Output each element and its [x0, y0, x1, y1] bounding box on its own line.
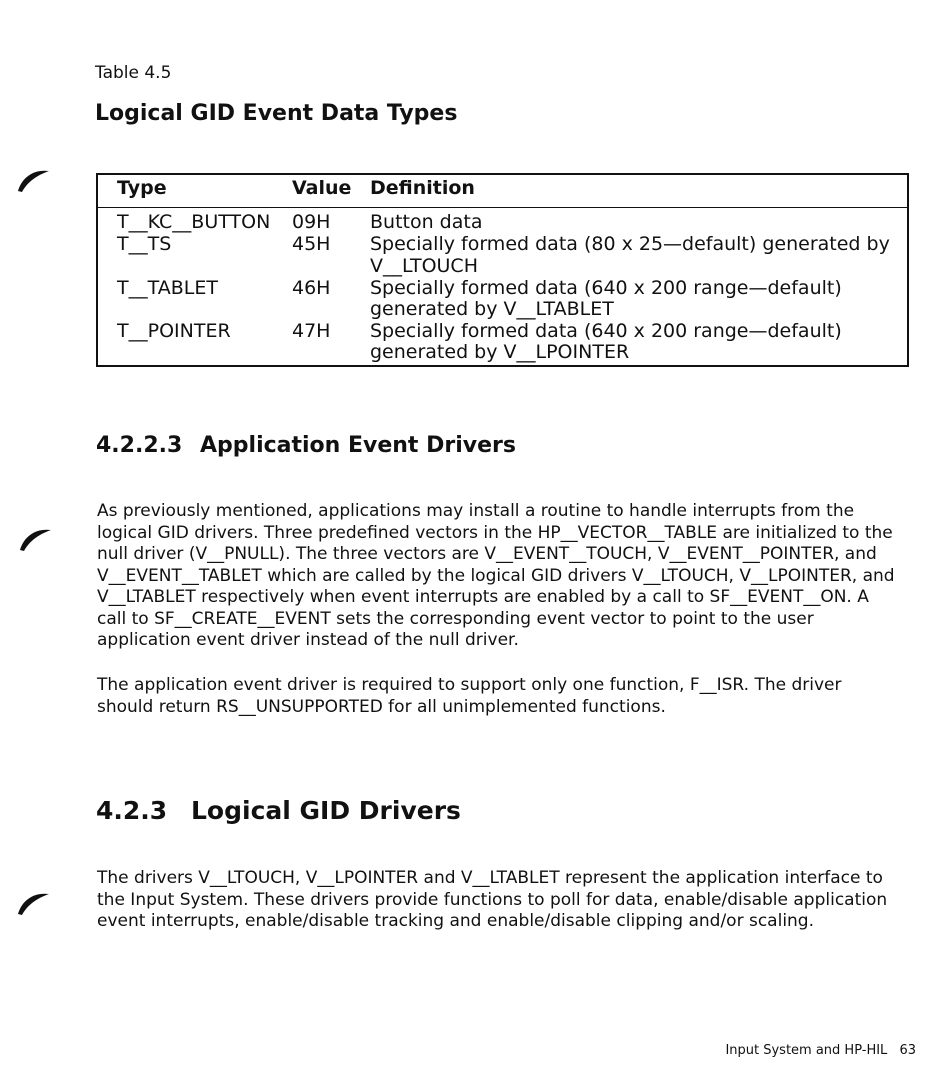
row-value: 45H: [292, 233, 331, 255]
table-label: Table 4.5: [95, 63, 172, 83]
row-value: 46H: [292, 277, 331, 299]
paragraph: The application event driver is required to support only one function, F__ISR. The driver should return RS__UNSUPPORTED for all unimplemented functions.: [97, 675, 842, 717]
page-number: 63: [899, 1043, 916, 1058]
header-value: Value: [292, 177, 352, 199]
row-definition-cont: V__LTOUCH: [370, 255, 478, 277]
margin-mark-icon: [18, 522, 52, 552]
section-title: Application Event Drivers: [200, 433, 516, 458]
section-number: 4.2.2.3: [96, 433, 183, 458]
header-definition: Definition: [370, 177, 475, 199]
margin-mark-icon: [16, 886, 50, 916]
row-type: T__KC__BUTTON: [117, 211, 271, 233]
row-definition-cont: generated by V__LPOINTER: [370, 341, 630, 363]
section-title: Logical GID Drivers: [191, 796, 461, 825]
paragraph: The drivers V__LTOUCH, V__LPOINTER and V__LTABLET represent the application interface to the Input System. These drivers provide functions to poll for data, enable/disable application event interrupts, enable/disable tracking and enable/disable clipping and/or scaling.: [97, 868, 888, 931]
page-footer: [725, 1043, 916, 1058]
row-type: T__TS: [117, 233, 172, 255]
row-definition: Specially formed data (80 x 25—default) generated by: [370, 233, 890, 255]
row-type: T__POINTER: [117, 320, 231, 342]
section-number: 4.2.3: [96, 796, 168, 825]
row-definition: Specially formed data (640 x 200 range—default): [370, 320, 842, 342]
footer-text: Input System and HP-HIL: [725, 1043, 888, 1058]
table-title: Logical GID Event Data Types: [95, 101, 458, 126]
margin-mark-icon: [16, 163, 50, 193]
paragraph: As previously mentioned, applications may install a routine to handle interrupts from the logical GID drivers. Three predefined vectors in the HP__VECTOR__TABLE are initialized to the null driver (V__PNULL). The three vectors are V__EVENT__TOUCH, V__EVENT__POINTER, and V__EVENT__TABLET which are called by the logical GID drivers V__LTOUCH, V__LPOINTER, and V__LTABLET respectively when event interrupts are enabled by a call to SF__EVENT__ON. A call to SF__CREATE__EVENT sets the corresponding event vector to point to the user application event driver instead of the null driver.: [97, 501, 895, 650]
row-definition: Button data: [370, 211, 483, 233]
row-value: 47H: [292, 320, 331, 342]
row-type: T__TABLET: [117, 277, 218, 299]
header-type: Type: [117, 177, 167, 199]
row-definition-cont: generated by V__LTABLET: [370, 298, 614, 320]
row-value: 09H: [292, 211, 331, 233]
table-header-row: [98, 175, 907, 208]
row-definition: Specially formed data (640 x 200 range—default): [370, 277, 842, 299]
event-data-types-table: [96, 173, 909, 367]
